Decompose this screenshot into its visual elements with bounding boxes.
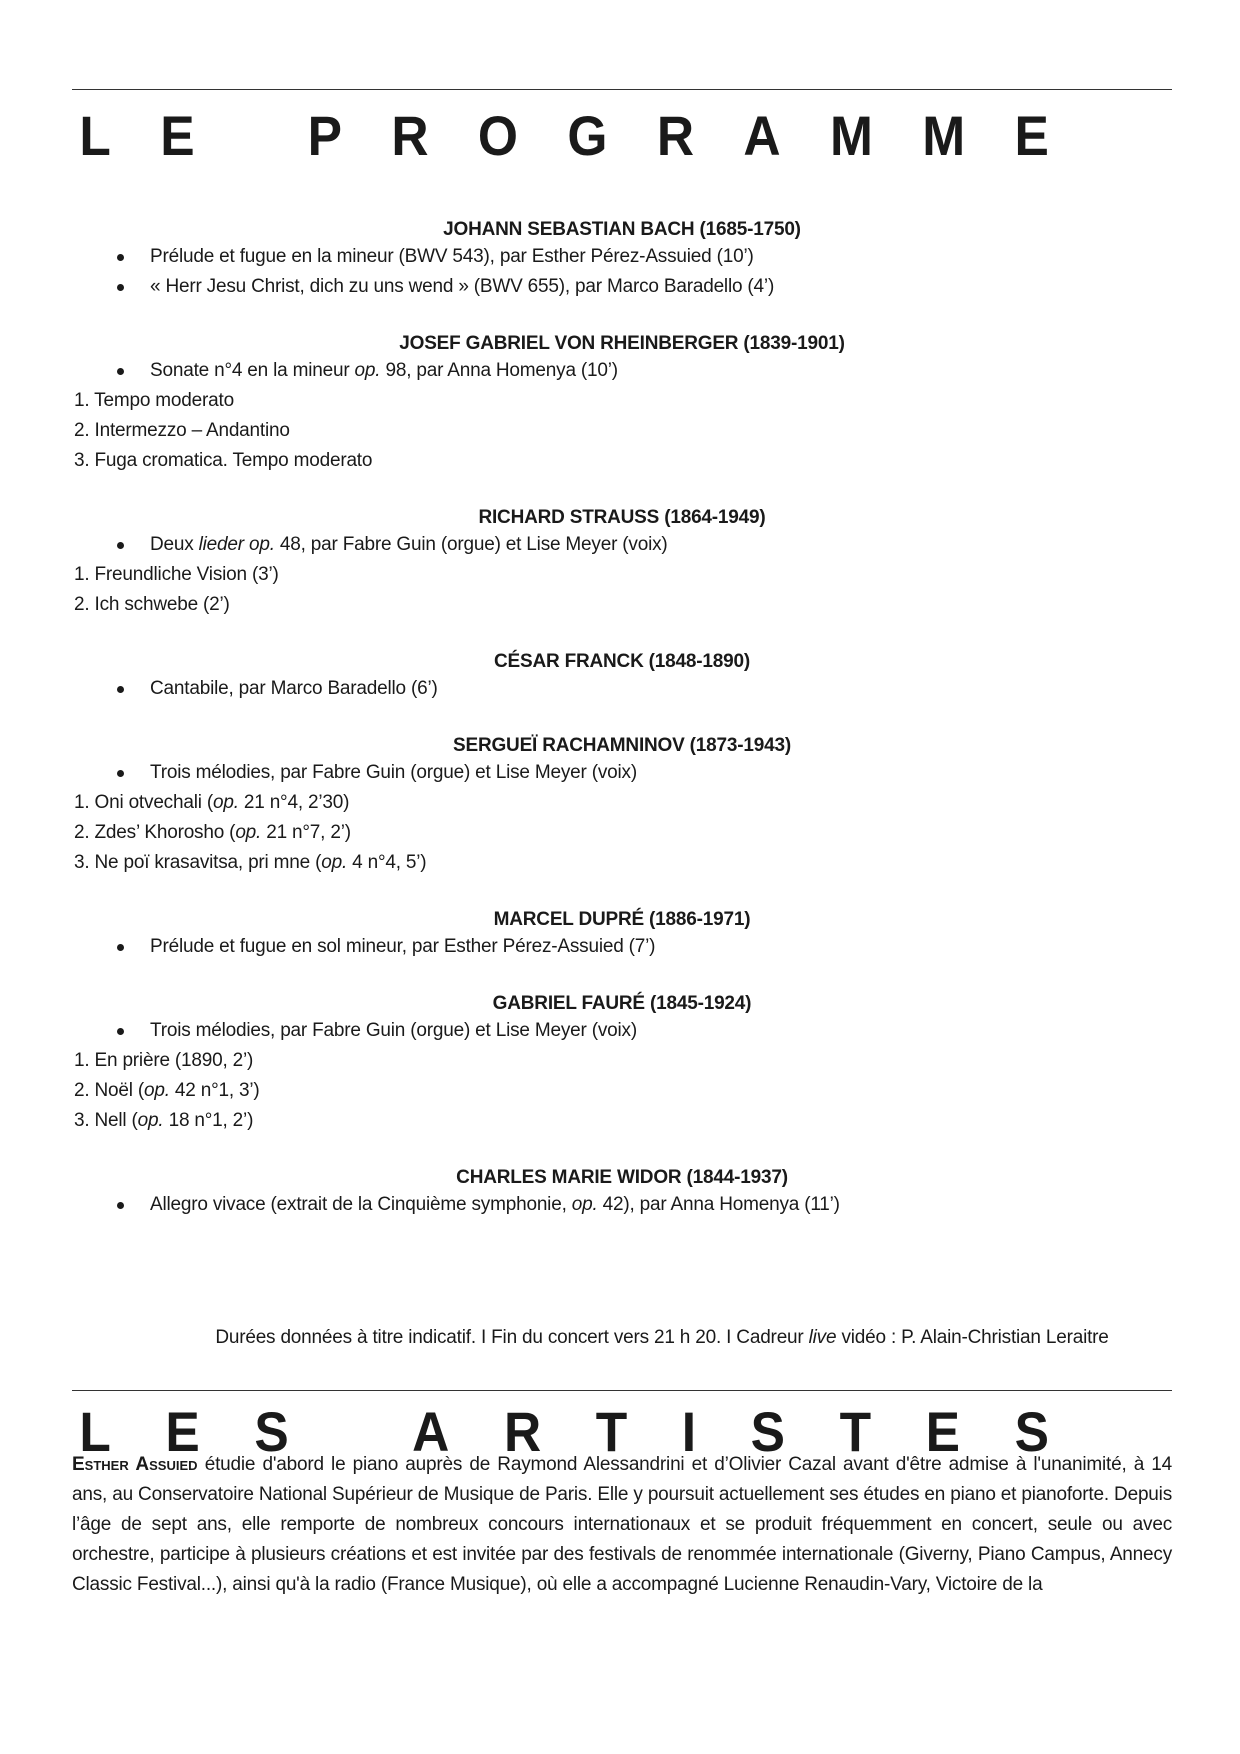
work-list bbox=[72, 242, 1172, 302]
work-list bbox=[72, 674, 1172, 704]
movement-item-run: 2. Zdes’ Khorosho ( bbox=[74, 822, 236, 843]
movement-item bbox=[72, 1046, 1172, 1076]
movement-item-run: op. bbox=[137, 1110, 164, 1131]
middle-divider bbox=[72, 1390, 1172, 1391]
movement-item-run: 3. Nell ( bbox=[74, 1110, 138, 1131]
composer-section bbox=[72, 506, 1172, 620]
concert-note-run: Durées données à titre indicatif. I Fin du concert vers 21 h 20. I Cadreur bbox=[215, 1327, 809, 1348]
composer-heading: CÉSAR FRANCK (1848-1890) bbox=[494, 651, 750, 672]
artistes-title-letter: S bbox=[1014, 1400, 1049, 1463]
work-list bbox=[72, 758, 1172, 788]
artistes-title-letter: E bbox=[165, 1400, 200, 1463]
work-item-run: Trois mélodies, par Fabre Guin (orgue) et Lise Meyer (voix) bbox=[150, 762, 637, 783]
programme-title-letter: R bbox=[391, 104, 429, 167]
composer-heading: SERGUEÏ RACHAMNINOV (1873-1943) bbox=[453, 735, 791, 756]
programme-title-letter bbox=[244, 108, 258, 164]
composer-section bbox=[72, 908, 1172, 962]
movement-item-run: 2. Ich schwebe (2’) bbox=[74, 594, 230, 615]
work-item bbox=[72, 242, 1172, 272]
movement-item-run: 1. Freundliche Vision (3’) bbox=[74, 564, 279, 585]
programme-heading bbox=[72, 104, 1112, 167]
work-item bbox=[72, 1016, 1172, 1046]
programme-title-letter: R bbox=[656, 104, 695, 167]
movement-item bbox=[72, 416, 1172, 446]
programme-title-letter: M bbox=[829, 104, 873, 167]
work-list bbox=[72, 356, 1172, 386]
movement-item bbox=[72, 386, 1172, 416]
programme-list bbox=[72, 218, 1172, 1250]
programme-title-letter: A bbox=[743, 104, 781, 167]
artistes-title-letter: S bbox=[750, 1400, 786, 1463]
movement-item-run: 3. Ne poï krasavitsa, pri mne ( bbox=[74, 852, 322, 873]
work-list bbox=[72, 932, 1172, 962]
artist-bio-text: étudie d'abord le piano auprès de Raymond Alessandrini et d’Olivier Cazal avant d'être admise à l'unanimité, à 14 ans, au Conservatoire National Supérieur de Musique de Paris. Elle y poursuit actuellement ses études en piano et pianoforte. Depuis l’âge de sept ans, elle remporte de nombreux concours internationaux et se produit fréquemment en concert, seule ou avec orchestre, participe à plusieurs créations et est invitée par des festivals de renommée internationale (Giverny, Piano Campus, Annecy Classic Festival...), ainsi qu'à la radio (France Musique), où elle a accompagné Lucienne Renaudin-Vary, Victoire de la bbox=[72, 1454, 1172, 1595]
programme-title-letter: P bbox=[307, 104, 342, 167]
movement-item-run: 1. En prière (1890, 2’) bbox=[74, 1050, 254, 1071]
movement-item-run: 1. Tempo moderato bbox=[74, 390, 234, 411]
work-item bbox=[72, 1190, 1172, 1220]
movement-item-run: 18 n°1, 2’) bbox=[163, 1110, 254, 1131]
artist-name: Esther Assuied bbox=[72, 1454, 198, 1475]
work-item-run: Trois mélodies, par Fabre Guin (orgue) et Lise Meyer (voix) bbox=[150, 1020, 637, 1041]
work-item-run: Sonate n°4 en la mineur bbox=[150, 360, 355, 381]
movement-item bbox=[72, 818, 1172, 848]
work-item bbox=[72, 530, 1172, 560]
artistes-title-letter: E bbox=[925, 1400, 961, 1463]
movement-list bbox=[72, 788, 1172, 878]
programme-title-letter: G bbox=[567, 104, 608, 167]
work-item bbox=[72, 932, 1172, 962]
composer-section bbox=[72, 332, 1172, 476]
work-item-run: Deux bbox=[150, 534, 199, 555]
composer-section bbox=[72, 1166, 1172, 1220]
work-item bbox=[72, 272, 1172, 302]
top-divider bbox=[72, 89, 1172, 90]
movement-item-run: 21 n°7, 2’) bbox=[261, 822, 351, 843]
movement-item-run: op. bbox=[321, 852, 348, 873]
work-list bbox=[72, 1016, 1172, 1046]
movement-list bbox=[72, 386, 1172, 476]
work-item-run: Cantabile, par Marco Baradello (6’) bbox=[150, 678, 438, 699]
artistes-title-letter: T bbox=[839, 1400, 872, 1463]
programme-title-letter: E bbox=[1014, 104, 1049, 167]
movement-item-run: 2. Noël ( bbox=[74, 1080, 145, 1101]
artistes-title-letter: T bbox=[595, 1400, 628, 1463]
movement-item-run: 42 n°1, 3’) bbox=[169, 1080, 260, 1101]
movement-item-run: 2. Intermezzo – Andantino bbox=[74, 420, 290, 441]
concert-note bbox=[72, 1326, 1172, 1350]
movement-item-run: op. bbox=[235, 822, 262, 843]
movement-item-run: 1. Oni otvechali ( bbox=[74, 792, 213, 813]
programme-title-letter: L bbox=[79, 104, 111, 167]
concert-note-run: live bbox=[808, 1327, 837, 1348]
artistes-title-letter: S bbox=[254, 1400, 289, 1463]
work-item-run: Prélude et fugue en la mineur (BWV 543), par Esther Pérez-Assuied (10’) bbox=[150, 246, 754, 267]
artistes-title-letter: I bbox=[681, 1400, 697, 1463]
movement-item-run: op. bbox=[144, 1080, 170, 1101]
movement-item bbox=[72, 848, 1172, 878]
work-item-run: lieder op. bbox=[198, 534, 275, 555]
movement-item-run: 3. Fuga cromatica. Tempo moderato bbox=[74, 450, 373, 471]
work-item-run: 48, par Fabre Guin (orgue) et Lise Meyer (voix) bbox=[274, 534, 668, 555]
composer-section bbox=[72, 734, 1172, 878]
work-item-run: 42), par Anna Homenya (11’) bbox=[597, 1194, 840, 1215]
work-list bbox=[72, 1190, 1172, 1220]
movement-item-run: op. bbox=[212, 792, 239, 813]
movement-item bbox=[72, 788, 1172, 818]
composer-section bbox=[72, 650, 1172, 704]
work-item-run: op. bbox=[354, 360, 381, 381]
composer-heading: MARCEL DUPRÉ (1886-1971) bbox=[493, 909, 751, 930]
movement-item bbox=[72, 1106, 1172, 1136]
movement-list bbox=[72, 1046, 1172, 1136]
movement-item bbox=[72, 446, 1172, 476]
composer-heading: JOHANN SEBASTIAN BACH (1685-1750) bbox=[443, 219, 801, 240]
composer-heading: JOSEF GABRIEL VON RHEINBERGER (1839-1901) bbox=[399, 333, 845, 354]
programme-title-letter: M bbox=[922, 104, 966, 167]
work-item-run: « Herr Jesu Christ, dich zu uns wend » (BWV 655), par Marco Baradello (4’) bbox=[150, 276, 775, 297]
work-item bbox=[72, 674, 1172, 704]
work-item-run: op. bbox=[571, 1194, 598, 1215]
composer-heading: RICHARD STRAUSS (1864-1949) bbox=[478, 507, 766, 528]
movement-item bbox=[72, 1076, 1172, 1106]
work-list bbox=[72, 530, 1172, 560]
composer-section bbox=[72, 992, 1172, 1136]
movement-item bbox=[72, 590, 1172, 620]
composer-section bbox=[72, 218, 1172, 302]
programme-title-letter: O bbox=[477, 104, 519, 167]
movement-item-run: 4 n°4, 5’) bbox=[347, 852, 427, 873]
programme-title-letter: E bbox=[160, 104, 195, 167]
composer-heading: GABRIEL FAURÉ (1845-1924) bbox=[492, 993, 752, 1014]
movement-item bbox=[72, 560, 1172, 590]
work-item-run: 98, par Anna Homenya (10’) bbox=[380, 360, 618, 381]
work-item-run: Allegro vivace (extrait de la Cinquième symphonie, bbox=[150, 1194, 572, 1215]
artist-bio-esther-assuied bbox=[72, 1450, 1172, 1600]
artistes-title-letter: L bbox=[79, 1400, 111, 1463]
artistes-title-letter: A bbox=[412, 1400, 450, 1463]
work-item bbox=[72, 758, 1172, 788]
work-item-run: Prélude et fugue en sol mineur, par Esther Pérez-Assuied (7’) bbox=[150, 936, 656, 957]
composer-heading: CHARLES MARIE WIDOR (1844-1937) bbox=[456, 1167, 788, 1188]
concert-note-run: vidéo : P. Alain-Christian Leraitre bbox=[836, 1327, 1109, 1348]
movement-list bbox=[72, 560, 1172, 620]
work-item bbox=[72, 356, 1172, 386]
artistes-title-letter: R bbox=[503, 1400, 542, 1463]
movement-item-run: 21 n°4, 2’30) bbox=[238, 792, 350, 813]
